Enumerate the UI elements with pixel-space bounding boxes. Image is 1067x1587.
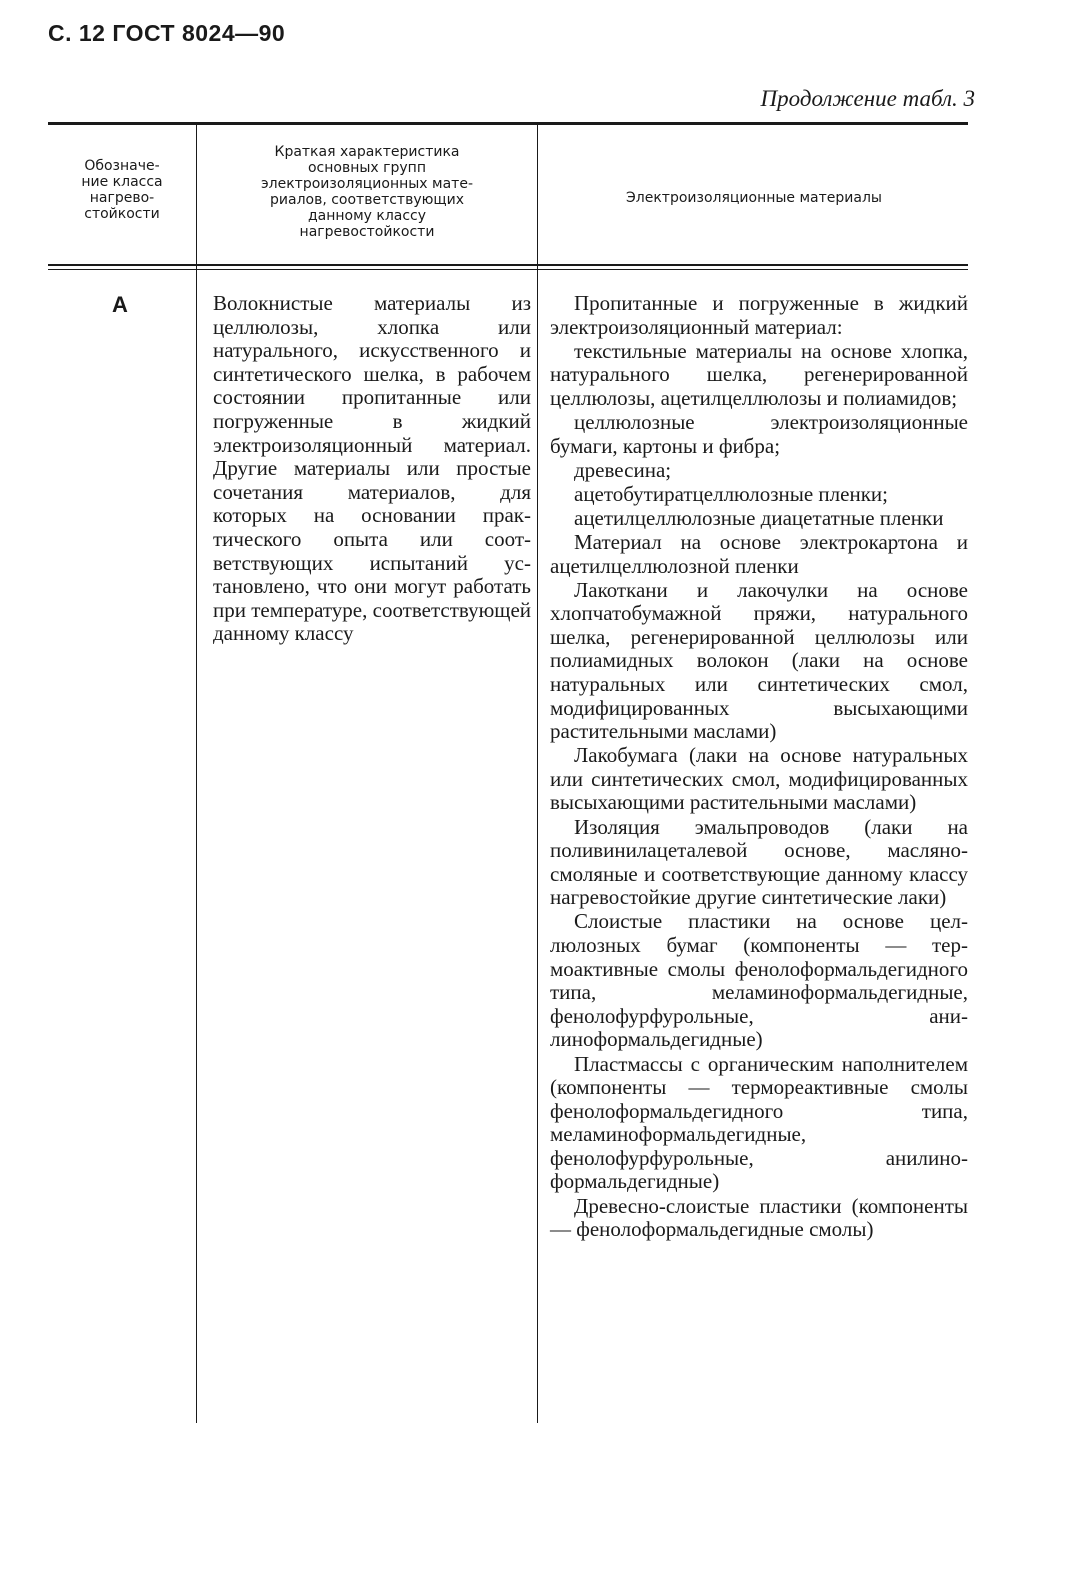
materials-paragraph: целлюлозные электроизоляционные бумаги, картоны и фибра; — [550, 409, 968, 458]
materials-paragraph: ацетилцеллюлозные диацетатные пленки — [574, 505, 944, 530]
column-header-characteristic: Краткая характеристика основных групп электроизоляционных мате- риалов, соответствующих данному классу нагревостойкости — [260, 144, 474, 240]
materials-paragraph: ацетобутиратцеллюлозные пленки; — [574, 481, 888, 506]
class-code-cell: А — [112, 292, 128, 317]
materials-paragraph: Лакобумага (лаки на основе натуральных или синтетических смол, модифицированных высыхающими растительными маслами) — [550, 743, 968, 815]
table-header-rule-thin — [48, 269, 968, 270]
materials-paragraph: древесина; — [574, 457, 672, 482]
materials-paragraph: Материал на основе электрокартона и ацетилцеллюлозной пленки — [550, 529, 968, 578]
materials-cell — [550, 292, 968, 1242]
materials-paragraph: Древесно-слоистые пластики (компоненты — фенолоформальдегидные смолы) — [550, 1193, 968, 1242]
materials-paragraph: Слоистые пластики на основе целлюлозных бумаг (компоненты — термоактивные смолы фенолоформальдегидного типа, меламиноформальдегидные, фенолофурфурольные, анилиноформальдегидные) — [550, 909, 968, 1052]
materials-paragraph: текстильные материалы на основе хлопка, натурального шелка, регенерированной целлюлозы, ацетилцеллюлозы и полиамидов; — [550, 338, 968, 410]
characteristic-cell: Волокнистые материалы из целлюлозы, хлопка или натурального, искусственного и синтетического шелка, в рабочем состоянии пропитанные или погруженные в жидкий электроизоляционный материал. Другие материалы или простые сочетания материалов, для которых на основании практического опыта или соответствующих испытаний установлено, что они могут работать при температуре, соответствующей данному классу — [213, 291, 531, 646]
materials-paragraph: Изоляция эмальпроводов (лаки на поливинилацеталевой основе, масляно-смоляные и соответствующие данному классу нагревостойкие другие синтетические лаки) — [550, 814, 968, 910]
page-header: С. 12 ГОСТ 8024—90 — [48, 20, 286, 46]
materials-paragraph: Пластмассы с органическим наполнителем (компоненты — термореактивные смолы фенолоформальдегидного типа, меламиноформальдегидные, фенолофурфурольные, анилиноформальдегидные) — [550, 1051, 968, 1194]
table-header-rule — [48, 264, 968, 266]
column-header-materials: Электроизоляционные материалы — [626, 190, 882, 206]
column-header-class: Обозначе- ние класса нагрево- стойкости — [81, 158, 163, 222]
table-top-rule — [48, 122, 968, 125]
table-continuation-label: Продолжение табл. 3 — [760, 86, 975, 111]
column-divider — [537, 125, 538, 1423]
materials-paragraph: Лакоткани и лакочулки на основе хлопчатобумажной пряжи, натурального шелка, регенерированной целлюлозы или полиамидных волокон (лаки на основе натуральных или синтетических смол, модифицированных высыхающими растительными маслами) — [550, 577, 968, 744]
column-divider — [196, 125, 197, 1423]
materials-paragraph: Пропитанные и погруженные в жидкий электроизоляционный материал: — [550, 291, 968, 339]
